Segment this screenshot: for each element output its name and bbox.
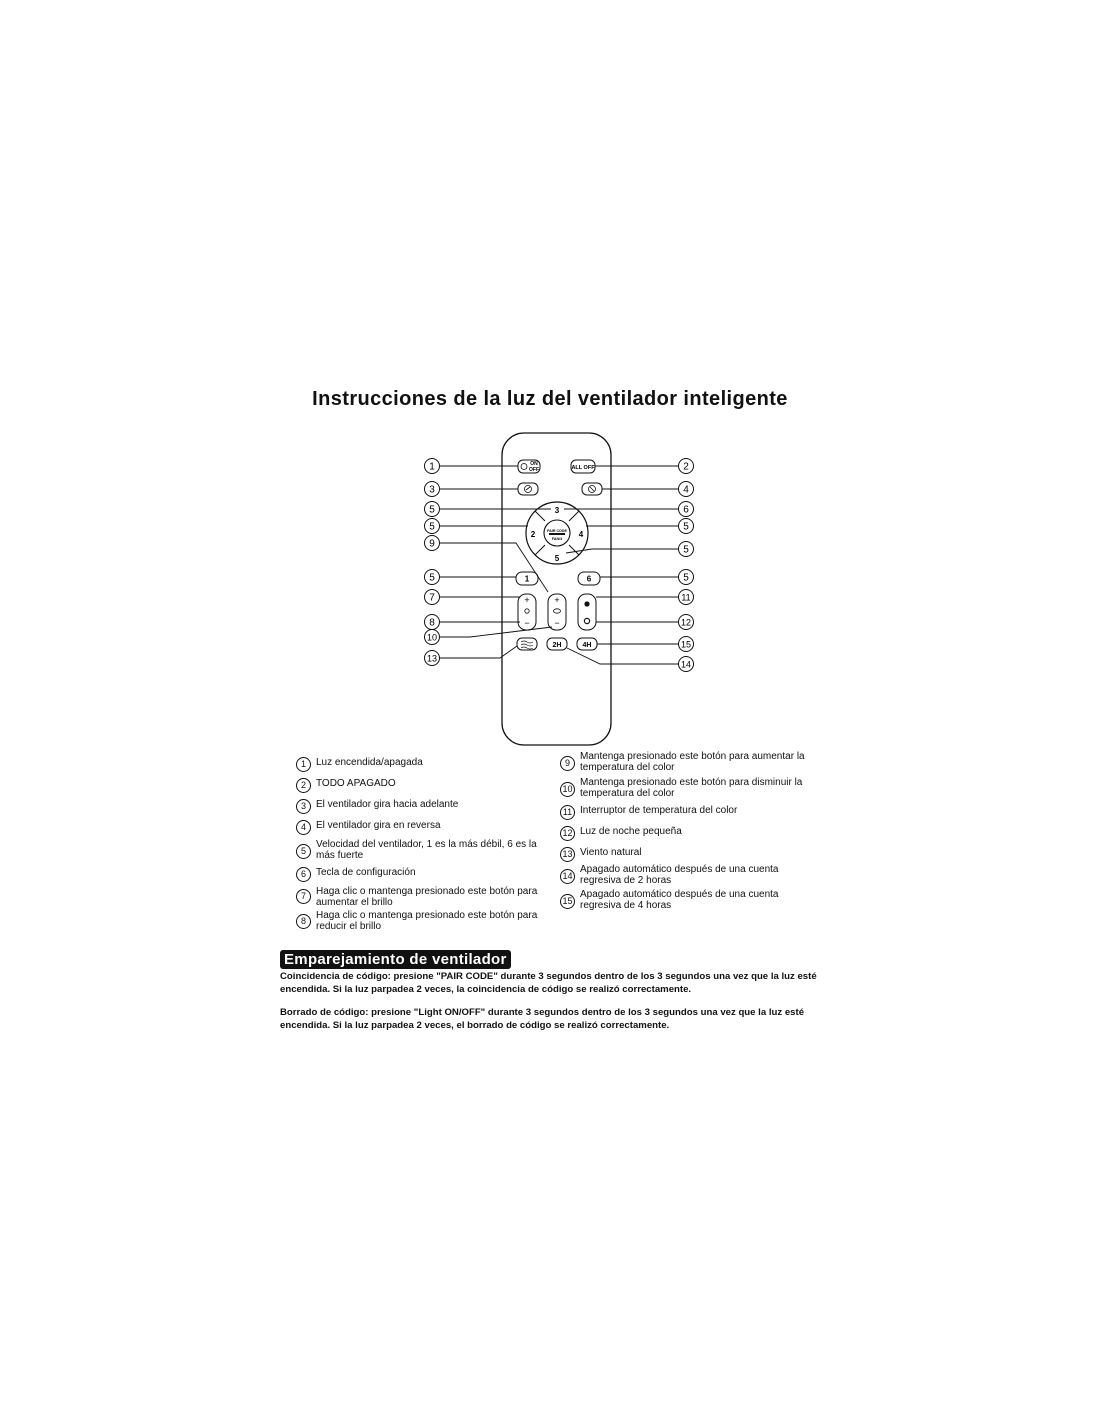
svg-text:OFF: OFF [529,467,539,473]
callout-14 [679,657,694,672]
fan-reverse-button[interactable] [582,483,602,495]
callout-9 [425,536,440,551]
section-title-badge: Emparejamiento de ventilador [280,950,511,969]
callout-7 [425,590,440,605]
svg-text:9: 9 [429,538,435,550]
svg-text:4: 4 [683,484,689,496]
svg-text:5: 5 [683,521,689,533]
svg-text:1: 1 [524,574,530,584]
callout-15 [679,637,694,652]
svg-text:+: + [524,595,530,605]
callout-12 [679,615,694,630]
callout-13 [425,651,440,666]
light-onoff-button[interactable] [518,460,540,473]
svg-text:14: 14 [680,659,692,670]
pair-code-bar [549,533,565,535]
center-fan-label: FAN/3 [551,537,563,541]
page-title: Instrucciones de la luz del ventilador inteligente [312,388,788,410]
svg-text:12: 12 [680,617,692,628]
svg-text:3: 3 [429,484,435,496]
svg-text:5: 5 [429,572,435,584]
pair-code-button[interactable]: PAIR CODE [547,529,567,533]
svg-text:−: − [554,618,560,628]
svg-text:6: 6 [683,504,689,516]
svg-text:ON: ON [530,461,538,467]
callout-markers [425,459,694,672]
callout-1 [425,459,440,474]
speed-1-button[interactable] [516,572,538,585]
svg-text:+: + [554,595,560,605]
svg-text:7: 7 [429,592,435,604]
svg-text:ALL OFF: ALL OFF [571,465,595,471]
callout-5-e [425,570,440,585]
brightness-rocker[interactable] [518,594,536,630]
all-off-button[interactable] [571,460,595,473]
timer-4h-button[interactable] [577,638,597,650]
natural-wind-button[interactable] [517,638,537,650]
svg-text:15: 15 [680,639,692,650]
callout-lines [440,466,678,664]
svg-text:5: 5 [429,504,435,516]
pair-code-paragraph: Coincidencia de código: presione "PAIR CODE" durante 3 segundos dentro de los 3 segundos una vez que la luz esté encendida. Si la luz parpadea 2 veces, la coincidencia de código se realizó correctamente. [280,971,817,995]
clear-code-paragraph: Borrado de código: presione "Light ON/OFF" durante 3 segundos dentro de los 3 segundos una vez que la luz esté encendida. Si la luz parpadea 2 veces, el borrado de código se realizó correctamente. [280,1007,805,1031]
callout-11 [679,590,694,605]
speed-3-button[interactable]: 3 [554,506,560,515]
timer-2h-button[interactable] [547,638,567,650]
callout-3 [425,482,440,497]
svg-text:6: 6 [586,574,592,584]
callout-5-f [679,570,694,585]
remote-body [502,433,611,745]
speed-5-button[interactable]: 5 [554,554,560,563]
svg-text:13: 13 [426,653,438,664]
callout-5-d [679,542,694,557]
fan-forward-button[interactable] [518,483,538,495]
callout-10 [425,630,440,645]
svg-text:8: 8 [429,617,435,629]
svg-text:11: 11 [681,592,691,603]
svg-text:5: 5 [683,544,689,556]
speed-2-button[interactable]: 2 [530,530,536,539]
color-switch-night-rocker[interactable] [578,594,596,630]
callout-5-a [425,502,440,517]
svg-text:5: 5 [683,572,689,584]
svg-text:1: 1 [429,461,435,473]
svg-text:5: 5 [429,521,435,533]
callout-5-c [679,519,694,534]
svg-text:−: − [524,618,530,628]
callout-4 [679,482,694,497]
svg-text:4H: 4H [582,642,592,649]
callout-8 [425,615,440,630]
svg-text:10: 10 [426,632,438,643]
callout-5-b [425,519,440,534]
color-temp-rocker[interactable] [548,594,566,630]
svg-text:2H: 2H [552,642,562,649]
speed-4-button[interactable]: 4 [578,530,584,539]
speed-6-button[interactable] [578,572,600,585]
callout-6 [679,502,694,517]
callout-2 [679,459,694,474]
svg-text:2: 2 [683,461,689,473]
